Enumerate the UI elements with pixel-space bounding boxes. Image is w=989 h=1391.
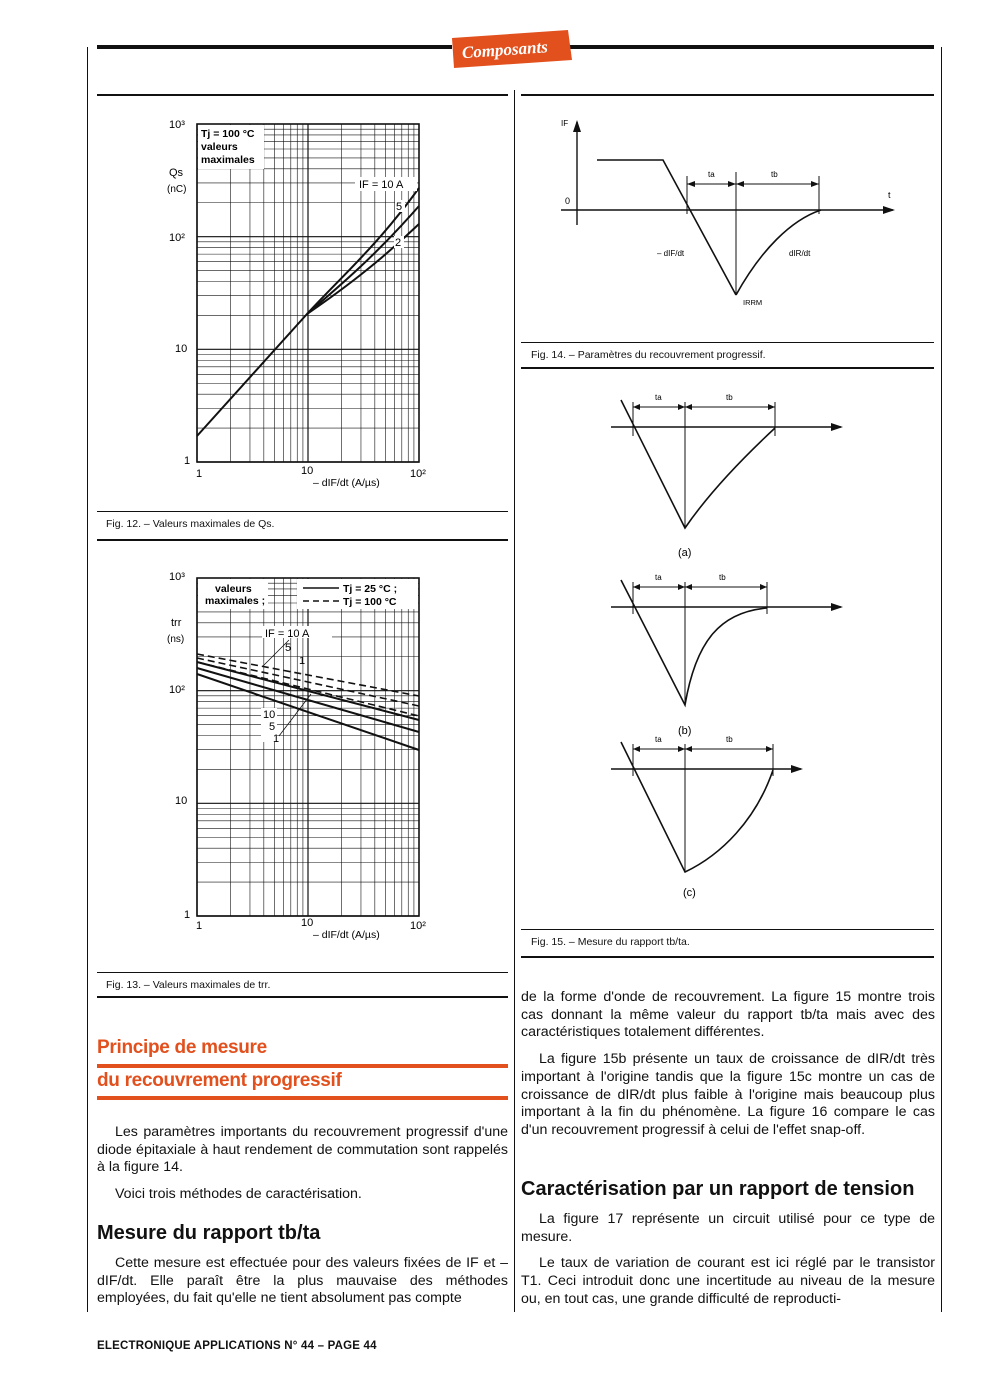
fig15-label-c: (c) [683, 887, 696, 899]
fig13-xtick-10: 10 [301, 917, 314, 929]
heading-caracterisation: Caractérisation par un rapport de tension [521, 1178, 915, 1200]
right-column-text-2 [521, 1211, 935, 1318]
fig14-caption: Fig. 14. – Paramètres du recouvrement progressif. [531, 349, 766, 361]
fig13-yunit: (ns) [167, 634, 185, 645]
section-title-underline2 [97, 1096, 508, 1100]
fig14-top-rule [521, 94, 934, 96]
fig12-chart [97, 96, 508, 511]
right-para-3: La figure 17 représente un circuit utilisé pour ce type de mesure. [521, 1211, 935, 1245]
fig14-iaxis: IF [561, 119, 569, 128]
fig12-legend-3: maximales [201, 154, 255, 166]
fig15-label-a: (a) [678, 547, 692, 559]
fig15-label-b: (b) [678, 725, 692, 737]
left-para-1: Les paramètres importants du recouvrement progressif d'une diode épitaxiale à haut rendement de commutation sont rappelés à la figure 14. [97, 1124, 508, 1176]
fig13-ytick-100: 10² [169, 684, 185, 696]
fig12-ytick-1: 1 [184, 455, 191, 467]
fig15-bottom-rule [521, 956, 934, 958]
fig12-bottom-rule [97, 539, 508, 541]
fig12-legend-1: Tj = 100 °C [201, 128, 255, 140]
fig14-zero: 0 [565, 196, 571, 206]
fig13-xtick-100: 10² [410, 920, 426, 932]
fig13-xlabel: – dIF/dt (A/µs) [313, 929, 380, 941]
fig12-legend-2: valeurs [201, 141, 238, 153]
fig12-caption: Fig. 12. – Valeurs maximales de Qs. [106, 518, 275, 530]
section-badge-label: Composants [461, 37, 549, 63]
left-margin-rule [87, 47, 88, 1312]
fig13-label-upper-10A: IF = 10 A [265, 628, 310, 640]
column-divider [514, 90, 515, 1312]
fig13-label-lower-10: 10 [263, 709, 276, 721]
fig14-slope-f: – dIF/dt [657, 249, 685, 258]
fig14-diagram [521, 100, 934, 340]
fig13-label-upper-5: 5 [285, 642, 292, 654]
section-title-line1: Principe de mesure [97, 1037, 267, 1058]
fig15-caption: Fig. 15. – Mesure du rapport tb/ta. [531, 936, 690, 948]
fig13-ylabel: trr [171, 617, 182, 629]
fig13-label-upper-1: 1 [299, 655, 306, 667]
right-para-2: La figure 15b présente un taux de croissance de dIR/dt très important à l'origine tandis que la figure 15c montre un cas de croissance de dIR/dt plus faible à l'origine mais beaucoup plus important à la fin du phénomène. La figure 16 compare le cas d'un recouvrement progressif à celui de l'effet snap-off. [521, 1051, 935, 1138]
fig13-chart [97, 546, 508, 966]
fig13-xtick-1: 1 [196, 920, 203, 932]
fig14-tb: tb [771, 170, 778, 179]
fig15-caption-rule [521, 929, 934, 930]
section-title-underline1 [97, 1064, 508, 1068]
fig12-label-2: 2 [395, 237, 402, 249]
fig15a-ta: ta [655, 393, 662, 402]
left-para-2: Voici trois méthodes de caractérisation. [115, 1186, 362, 1203]
fig15c [611, 735, 803, 899]
fig15c-tb: tb [726, 735, 733, 744]
fig13-ytick-1000: 10³ [169, 571, 185, 583]
fig12-xlabel: – dIF/dt (A/µs) [313, 477, 380, 489]
fig14-ta: ta [708, 170, 715, 179]
right-para-1: de la forme d'onde de recouvrement. La figure 15 montre trois cas donnant la même valeur du rapport tb/ta mais avec des caractéristiques totalement différentes. [521, 989, 935, 1041]
fig13-caption-rule [97, 972, 508, 973]
fig12-yunit: (nC) [167, 184, 187, 195]
fig12-ytick-1000: 10³ [169, 119, 185, 131]
fig15a [611, 393, 843, 559]
fig13-label-lower-5: 5 [269, 721, 276, 733]
fig13-legend-l1: valeurs [215, 583, 252, 595]
fig12-ylabel: Qs [169, 167, 184, 179]
fig15b [611, 573, 843, 737]
page-footer: ELECTRONIQUE APPLICATIONS N° 44 – PAGE 44 [97, 1340, 377, 1352]
fig13-label-lower-1: 1 [273, 733, 280, 745]
heading-mesure-rapport: Mesure du rapport tb/ta [97, 1222, 321, 1244]
fig13-ytick-10: 10 [175, 795, 188, 807]
fig14-taxis: t [888, 190, 891, 200]
fig14-irrm: IRRM [743, 298, 763, 307]
fig13-legend-r2: Tj = 100 °C [343, 596, 397, 608]
fig15a-tb: tb [726, 393, 733, 402]
fig12-grid [197, 124, 419, 462]
fig12-ytick-100: 10² [169, 232, 185, 244]
section-title-line2: du recouvrement progressif [97, 1070, 342, 1091]
fig15-diagram [521, 380, 934, 925]
fig12-label-5: 5 [396, 201, 403, 213]
fig15b-ta: ta [655, 573, 662, 582]
fig12-ytick-10: 10 [175, 343, 188, 355]
fig12-label-10A: IF = 10 A [359, 179, 404, 191]
left-column-text [97, 1124, 508, 1213]
left-para-3: Cette mesure est effectuée pour des valeurs fixées de IF et – dIF/dt. Elle paraît être la plus mauvaise des méthodes employées, du fait qu'elle ne tient absolument pas compte [97, 1255, 508, 1307]
fig13-legend-r1: Tj = 25 °C ; [343, 583, 398, 595]
fig13-bottom-rule [97, 996, 508, 998]
left-column-text-2 [97, 1255, 508, 1317]
fig15c-ta: ta [655, 735, 662, 744]
top-rule-left [97, 45, 452, 49]
fig13-caption: Fig. 13. – Valeurs maximales de trr. [106, 979, 271, 991]
section-badge [448, 28, 574, 70]
fig14-slope-r: dIR/dt [789, 249, 811, 258]
fig12-caption-rule [97, 511, 508, 512]
fig14-bottom-rule [521, 367, 934, 369]
right-column-text [521, 989, 935, 1149]
right-para-4: Le taux de variation de courant est ici réglé par le transistor T1. Ceci introduit donc une incertitude au niveau de la mesure ou, en tout cas, une grande difficulté de reproducti- [521, 1255, 935, 1307]
fig12-xtick-100: 10² [410, 468, 426, 480]
fig13-ytick-1: 1 [184, 909, 191, 921]
top-rule-right [570, 45, 934, 49]
right-margin-rule [941, 47, 942, 1312]
fig13-legend-l2: maximales ; [205, 595, 266, 607]
fig12-xtick-10: 10 [301, 465, 314, 477]
fig12-xtick-1: 1 [196, 468, 203, 480]
fig14-caption-rule [521, 342, 934, 343]
fig15b-tb: tb [719, 573, 726, 582]
